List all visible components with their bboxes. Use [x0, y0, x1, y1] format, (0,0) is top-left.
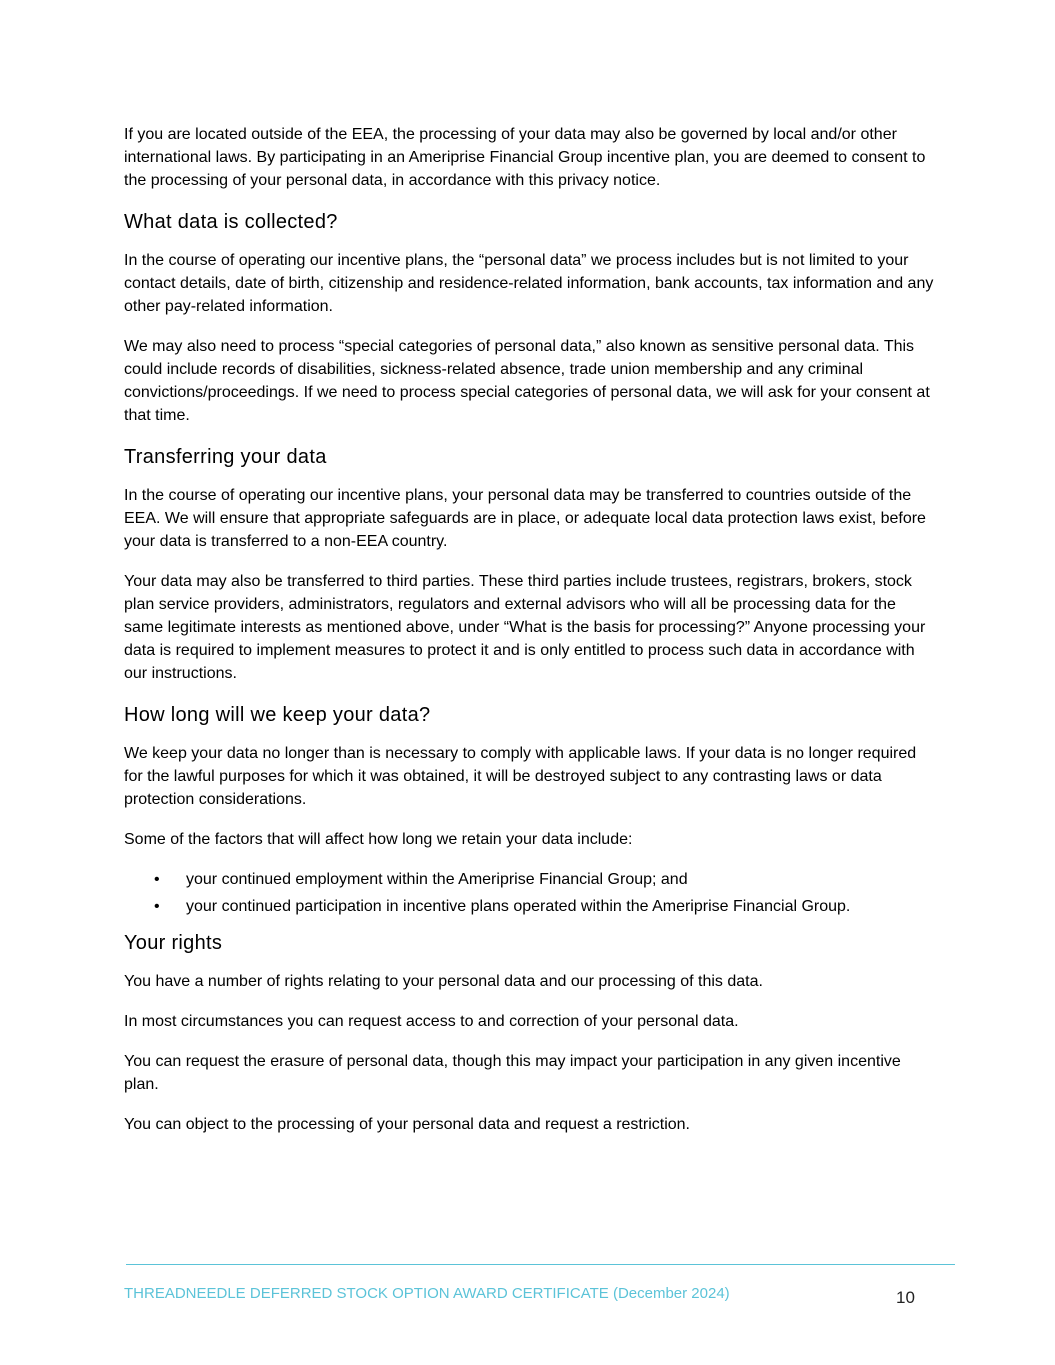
bullet-icon: •: [154, 898, 160, 915]
document-body: [124, 123, 934, 1153]
list-item: [124, 868, 934, 891]
bullet-icon: •: [154, 871, 160, 888]
section-heading-rights: Your rights: [124, 932, 223, 954]
rights-paragraph-4: You can object to the processing of your personal data and request a restriction.: [124, 1116, 690, 1133]
section-heading-retention: How long will we keep your data?: [124, 704, 431, 726]
data-collected-paragraph-2: We may also need to process “special categories of personal data,” also known as sensitive personal data. This could include records of disabilities, sickness-related absence, trade union membership and any criminal convictions/proceedings. If we need to process special categories of personal data, we will ask for your consent at that time.: [124, 338, 930, 424]
rights-paragraph-2: In most circumstances you can request access to and correction of your personal data.: [124, 1013, 739, 1030]
footer-divider: [126, 1264, 955, 1265]
retention-paragraph-2: Some of the factors that will affect how long we retain your data include:: [124, 831, 633, 848]
data-collected-paragraph-1: In the course of operating our incentive plans, the “personal data” we process includes but is not limited to your contact details, date of birth, citizenship and residence-related information, bank accounts, tax information and any other pay-related information.: [124, 252, 934, 315]
retention-factors-list: [124, 868, 934, 918]
transferring-paragraph-2: Your data may also be transferred to third parties. These third parties include trustees, registrars, brokers, stock plan service providers, administrators, regulators and external advisors who will all be processing data for the same legitimate interests as mentioned above, under “What is the basis for processing?” Anyone processing your data is required to implement measures to protect it and is only entitled to process such data in accordance with our instructions.: [124, 573, 926, 682]
rights-paragraph-1: You have a number of rights relating to your personal data and our processing of this data.: [124, 973, 763, 990]
section-heading-transferring: Transferring your data: [124, 446, 327, 468]
list-item-text: your continued employment within the Ameriprise Financial Group; and: [186, 871, 688, 888]
section-heading-data-collected: What data is collected?: [124, 211, 338, 233]
rights-paragraph-3: You can request the erasure of personal data, though this may impact your participation in any given incentive plan.: [124, 1053, 901, 1093]
transferring-paragraph-1: In the course of operating our incentive plans, your personal data may be transferred to countries outside of the EEA. We will ensure that appropriate safeguards are in place, or adequate local data protection laws exist, before your data is transferred to a non-EEA country.: [124, 487, 926, 550]
list-item-text: your continued participation in incentive plans operated within the Ameriprise Financial Group.: [186, 898, 851, 915]
retention-paragraph-1: We keep your data no longer than is necessary to comply with applicable laws. If your data is no longer required for the lawful purposes for which it was obtained, it will be destroyed subject to any contrasting laws or data protection considerations.: [124, 745, 917, 808]
intro-paragraph: If you are located outside of the EEA, the processing of your data may also be governed by local and/or other international laws. By participating in an Ameriprise Financial Group incentive plan, you are deemed to consent to the processing of your personal data, in accordance with this privacy notice.: [124, 126, 926, 189]
page-number: 10: [896, 1288, 915, 1307]
list-item: [124, 895, 934, 918]
footer-document-title: THREADNEEDLE DEFERRED STOCK OPTION AWARD CERTIFICATE (December 2024): [124, 1285, 730, 1302]
